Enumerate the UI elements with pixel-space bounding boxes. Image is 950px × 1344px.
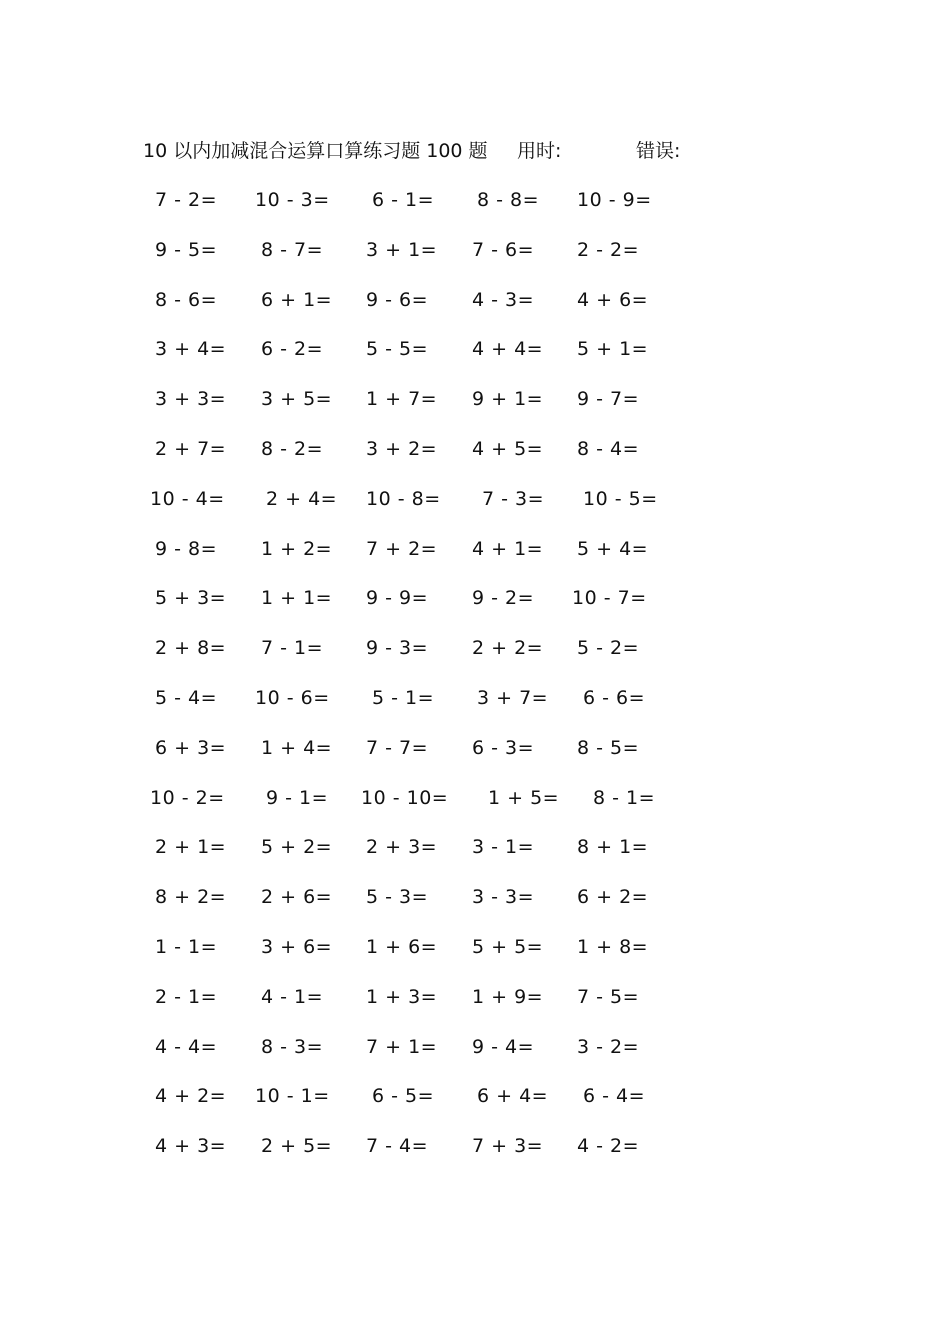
problem-row [0, 832, 950, 862]
problem-item: 5 - 3= [366, 886, 429, 909]
problem-item: 7 - 5= [577, 985, 640, 1008]
problem-item: 10 - 6= [255, 687, 330, 709]
problem-item: 7 - 6= [472, 238, 535, 261]
problem-item: 4 - 3= [472, 288, 535, 311]
problem-item: 7 - 4= [366, 1135, 429, 1158]
problem-item: 4 + 2= [155, 1085, 227, 1108]
problem-row [0, 484, 950, 514]
problem-row [0, 683, 950, 713]
problem-row [0, 384, 950, 414]
problem-row [0, 1081, 950, 1111]
problem-item: 4 - 2= [577, 1135, 640, 1158]
problem-row [0, 434, 950, 464]
problem-item: 6 + 1= [261, 288, 333, 311]
problem-row [0, 1032, 950, 1062]
problem-row [0, 982, 950, 1012]
problem-item: 2 + 5= [261, 1135, 333, 1158]
problem-item: 5 + 3= [155, 587, 227, 610]
problem-item: 3 - 3= [472, 886, 535, 909]
problem-item: 9 + 1= [472, 388, 544, 411]
problem-item: 4 + 1= [472, 537, 544, 560]
problem-item: 1 + 1= [261, 587, 333, 610]
problem-item: 1 + 7= [366, 388, 438, 411]
problem-item: 3 + 7= [477, 687, 549, 709]
problem-item: 9 - 4= [472, 1035, 535, 1058]
problem-item: 9 - 3= [366, 637, 429, 660]
problem-item: 9 - 5= [155, 238, 218, 261]
problem-item: 2 + 1= [155, 836, 227, 859]
problem-row [0, 534, 950, 564]
problem-item: 3 + 1= [366, 238, 438, 261]
problem-item: 10 - 2= [150, 786, 225, 809]
problem-item: 5 + 1= [577, 338, 649, 361]
problem-item: 3 + 6= [261, 936, 333, 958]
problem-item: 10 - 10= [361, 786, 449, 809]
problem-item: 2 + 6= [261, 886, 333, 909]
problem-item: 5 - 1= [372, 687, 435, 709]
problem-item: 8 - 5= [577, 736, 640, 759]
problem-item: 9 - 2= [472, 587, 535, 610]
problem-item: 8 - 1= [593, 786, 656, 809]
worksheet-title: 10 以内加减混合运算口算练习题 100 题 [143, 140, 488, 162]
problem-item: 1 - 1= [155, 936, 218, 958]
problem-item: 10 - 3= [255, 189, 330, 211]
problem-item: 5 - 4= [155, 687, 218, 709]
problem-item: 4 - 1= [261, 985, 324, 1008]
problem-row [0, 1131, 950, 1161]
problem-item: 1 + 8= [577, 936, 649, 958]
problem-item: 8 - 3= [261, 1035, 324, 1058]
problem-item: 1 + 2= [261, 537, 333, 560]
problem-item: 8 + 2= [155, 886, 227, 909]
problem-item: 5 + 4= [577, 537, 649, 560]
problem-item: 7 - 7= [366, 736, 429, 759]
problem-item: 10 - 9= [577, 189, 652, 211]
problem-item: 6 - 4= [583, 1085, 646, 1108]
problem-item: 10 - 8= [366, 487, 441, 510]
problem-row [0, 733, 950, 763]
problem-item: 10 - 4= [150, 487, 225, 510]
problem-item: 10 - 1= [255, 1085, 330, 1108]
problem-item: 8 - 8= [477, 189, 540, 211]
problem-row [0, 185, 950, 215]
problem-item: 2 - 2= [577, 238, 640, 261]
problem-item: 6 + 3= [155, 736, 227, 759]
problem-item: 7 - 3= [482, 487, 545, 510]
problem-item: 1 + 4= [261, 736, 333, 759]
problem-item: 3 + 4= [155, 338, 227, 361]
errors-label: 错误: [636, 140, 681, 162]
problem-item: 2 + 3= [366, 836, 438, 859]
problem-item: 7 + 2= [366, 537, 438, 560]
problem-item: 9 - 7= [577, 388, 640, 411]
problem-item: 10 - 5= [583, 487, 658, 510]
problem-item: 6 + 2= [577, 886, 649, 909]
problem-item: 3 + 5= [261, 388, 333, 411]
problem-item: 8 - 4= [577, 438, 640, 460]
problem-item: 9 - 6= [366, 288, 429, 311]
problem-item: 2 - 1= [155, 985, 218, 1008]
problem-item: 1 + 9= [472, 985, 544, 1008]
problem-item: 5 - 5= [366, 338, 429, 361]
problem-item: 4 - 4= [155, 1035, 218, 1058]
problem-item: 3 + 3= [155, 388, 227, 411]
problem-row [0, 882, 950, 912]
problem-item: 8 + 1= [577, 836, 649, 859]
problem-item: 8 - 2= [261, 438, 324, 460]
problem-item: 7 - 2= [155, 189, 218, 211]
problem-row [0, 633, 950, 663]
problem-item: 6 - 3= [472, 736, 535, 759]
problem-item: 3 + 2= [366, 438, 438, 460]
problem-item: 3 - 2= [577, 1035, 640, 1058]
problem-item: 4 + 4= [472, 338, 544, 361]
problem-item: 7 - 1= [261, 637, 324, 660]
problem-row [0, 932, 950, 962]
problem-item: 8 - 7= [261, 238, 324, 261]
problem-item: 5 + 5= [472, 936, 544, 958]
problem-item: 2 + 7= [155, 438, 227, 460]
problem-item: 6 - 6= [583, 687, 646, 709]
problem-row [0, 583, 950, 613]
problem-item: 6 - 5= [372, 1085, 435, 1108]
problem-item: 4 + 6= [577, 288, 649, 311]
problem-row [0, 285, 950, 315]
problem-item: 3 - 1= [472, 836, 535, 859]
problem-item: 4 + 3= [155, 1135, 227, 1158]
problem-item: 1 + 5= [488, 786, 560, 809]
problem-item: 5 + 2= [261, 836, 333, 859]
problem-row [0, 235, 950, 265]
problem-item: 1 + 3= [366, 985, 438, 1008]
problem-item: 10 - 7= [572, 587, 647, 610]
problem-item: 9 - 8= [155, 537, 218, 560]
problem-item: 7 + 1= [366, 1035, 438, 1058]
problem-item: 4 + 5= [472, 438, 544, 460]
problem-row [0, 783, 950, 813]
problem-item: 9 - 1= [266, 786, 329, 809]
problem-item: 1 + 6= [366, 936, 438, 958]
problem-item: 2 + 8= [155, 637, 227, 660]
problem-item: 8 - 6= [155, 288, 218, 311]
problem-item: 2 + 2= [472, 637, 544, 660]
problem-item: 6 - 1= [372, 189, 435, 211]
problem-item: 5 - 2= [577, 637, 640, 660]
problem-item: 2 + 4= [266, 487, 338, 510]
problem-item: 9 - 9= [366, 587, 429, 610]
problem-item: 6 + 4= [477, 1085, 549, 1108]
problem-item: 6 - 2= [261, 338, 324, 361]
problem-item: 7 + 3= [472, 1135, 544, 1158]
problem-row [0, 334, 950, 364]
time-spent-label: 用时: [517, 140, 562, 162]
